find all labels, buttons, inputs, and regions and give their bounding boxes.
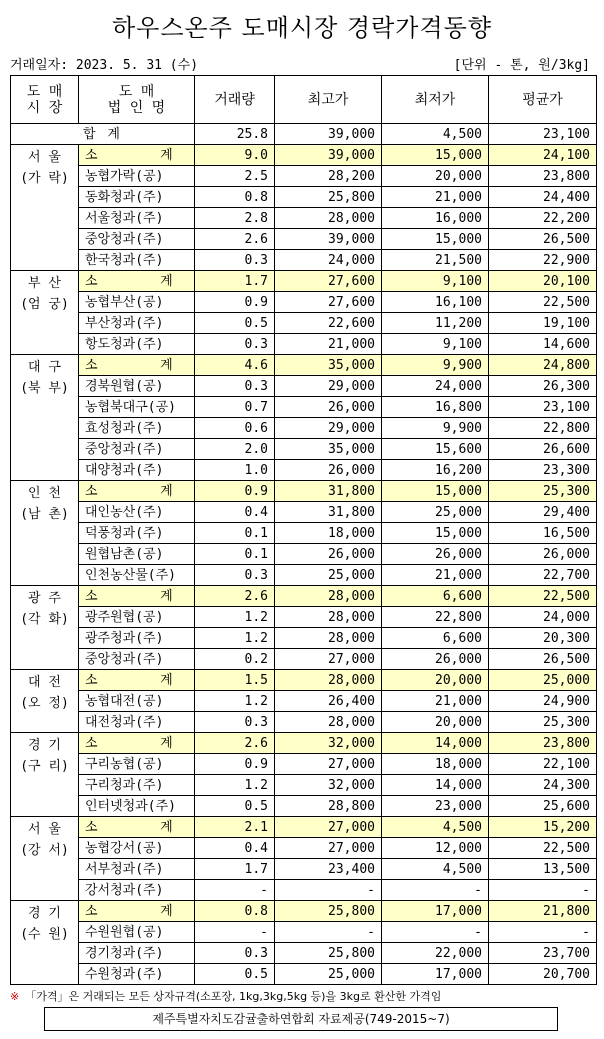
table-row — [11, 943, 597, 964]
subtotal-row — [11, 733, 597, 754]
volume-cell: 9.0 — [195, 145, 275, 166]
avg-price-cell: 22,500 — [489, 292, 597, 313]
max-price-cell: 26,000 — [275, 460, 382, 481]
corp-name: 광주원협(공) — [79, 607, 195, 628]
header-corp: 도 매 법 인 명 — [79, 76, 195, 124]
table-row — [11, 607, 597, 628]
volume-cell: 0.5 — [195, 313, 275, 334]
table-row — [11, 880, 597, 901]
corp-name: 인천농산물(주) — [79, 565, 195, 586]
max-price-cell: 28,800 — [275, 796, 382, 817]
max-price-cell: 28,000 — [275, 586, 382, 607]
source-box: 제주특별자치도감귤출하연합회 자료제공(749-2015~7) — [44, 1007, 558, 1031]
min-price-cell: 9,900 — [382, 355, 489, 376]
subtotal-row — [11, 481, 597, 502]
volume-cell: 2.1 — [195, 817, 275, 838]
min-price-cell: 26,000 — [382, 649, 489, 670]
max-price-cell: 21,000 — [275, 334, 382, 355]
min-price-cell: 20,000 — [382, 166, 489, 187]
max-price-cell: 25,000 — [275, 565, 382, 586]
subtotal-row — [11, 355, 597, 376]
corp-name: 소 계 — [79, 271, 195, 292]
volume-cell: 0.3 — [195, 712, 275, 733]
min-price-cell: 22,800 — [382, 607, 489, 628]
market-name: 대 구 — [28, 360, 61, 375]
min-price-cell: 18,000 — [382, 754, 489, 775]
volume-cell: 0.3 — [195, 334, 275, 355]
min-price-cell: 15,000 — [382, 523, 489, 544]
total-volume: 25.8 — [195, 124, 275, 145]
table-row — [11, 208, 597, 229]
volume-cell: 1.2 — [195, 607, 275, 628]
table-row — [11, 460, 597, 481]
min-price-cell: 11,200 — [382, 313, 489, 334]
min-price-cell: 6,600 — [382, 586, 489, 607]
min-price-cell: 4,500 — [382, 817, 489, 838]
avg-price-cell: 22,700 — [489, 565, 597, 586]
min-price-cell: 9,100 — [382, 334, 489, 355]
max-price-cell: 31,800 — [275, 481, 382, 502]
corp-name: 효성청과(주) — [79, 418, 195, 439]
volume-cell: 0.9 — [195, 754, 275, 775]
max-price-cell: 28,000 — [275, 208, 382, 229]
volume-cell: 0.3 — [195, 565, 275, 586]
market-location: (가 락) — [20, 171, 69, 186]
avg-price-cell: 14,600 — [489, 334, 597, 355]
max-price-cell: 27,600 — [275, 271, 382, 292]
market-name: 서 울 — [28, 822, 61, 837]
subtotal-row — [11, 901, 597, 922]
avg-price-cell: 20,700 — [489, 964, 597, 985]
subtotal-row — [11, 145, 597, 166]
market-name: 서 울 — [28, 150, 61, 165]
market-cell — [11, 670, 79, 733]
corp-name: 농협가락(공) — [79, 166, 195, 187]
market-location: (강 서) — [20, 843, 69, 858]
corp-name: 소 계 — [79, 481, 195, 502]
min-price-cell: 4,500 — [382, 859, 489, 880]
corp-name: 경북원협(공) — [79, 376, 195, 397]
market-cell — [11, 355, 79, 481]
volume-cell: 0.2 — [195, 649, 275, 670]
table-row — [11, 397, 597, 418]
volume-cell: 0.9 — [195, 481, 275, 502]
corp-name: 덕풍청과(주) — [79, 523, 195, 544]
max-price-cell: 35,000 — [275, 355, 382, 376]
volume-cell: 2.8 — [195, 208, 275, 229]
max-price-cell: 29,000 — [275, 418, 382, 439]
avg-price-cell: 22,800 — [489, 418, 597, 439]
min-price-cell: 16,000 — [382, 208, 489, 229]
volume-cell: 2.6 — [195, 733, 275, 754]
min-price-cell: 26,000 — [382, 544, 489, 565]
market-name: 광 주 — [28, 591, 61, 606]
footnote-mark: ※ — [10, 990, 20, 1003]
max-price-cell: 25,800 — [275, 187, 382, 208]
volume-cell: 1.7 — [195, 271, 275, 292]
volume-cell: 1.5 — [195, 670, 275, 691]
total-row — [11, 124, 597, 145]
avg-price-cell: 16,500 — [489, 523, 597, 544]
table-row — [11, 544, 597, 565]
corp-name: 소 계 — [79, 901, 195, 922]
min-price-cell: 20,000 — [382, 712, 489, 733]
avg-price-cell: 26,500 — [489, 649, 597, 670]
volume-cell: 0.5 — [195, 964, 275, 985]
table-row — [11, 334, 597, 355]
max-price-cell: 28,000 — [275, 628, 382, 649]
table-row — [11, 628, 597, 649]
table-row — [11, 649, 597, 670]
volume-cell: 0.3 — [195, 943, 275, 964]
avg-price-cell: 24,400 — [489, 187, 597, 208]
avg-price-cell: 22,100 — [489, 754, 597, 775]
total-label: 합 계 — [11, 124, 195, 145]
market-location: (오 정) — [20, 696, 69, 711]
corp-name: 소 계 — [79, 145, 195, 166]
avg-price-cell: 23,800 — [489, 166, 597, 187]
table-row — [11, 838, 597, 859]
avg-price-cell: 23,800 — [489, 733, 597, 754]
market-location: (엄 궁) — [20, 297, 69, 312]
market-location: (남 촌) — [20, 507, 69, 522]
price-table — [10, 75, 597, 985]
volume-cell: 0.9 — [195, 292, 275, 313]
table-row — [11, 418, 597, 439]
max-price-cell: 22,600 — [275, 313, 382, 334]
max-price-cell: - — [275, 922, 382, 943]
corp-name: 소 계 — [79, 817, 195, 838]
table-row — [11, 313, 597, 334]
avg-price-cell: 25,000 — [489, 670, 597, 691]
volume-cell: 2.0 — [195, 439, 275, 460]
avg-price-cell: 26,600 — [489, 439, 597, 460]
market-cell — [11, 817, 79, 901]
table-row — [11, 250, 597, 271]
table-row — [11, 922, 597, 943]
min-price-cell: 15,600 — [382, 439, 489, 460]
corp-name: 서울청과(주) — [79, 208, 195, 229]
min-price-cell: 22,000 — [382, 943, 489, 964]
header-min: 최저가 — [382, 76, 489, 124]
corp-name: 광주청과(주) — [79, 628, 195, 649]
avg-price-cell: 24,800 — [489, 355, 597, 376]
min-price-cell: - — [382, 922, 489, 943]
volume-cell: 0.3 — [195, 250, 275, 271]
corp-name: 강서청과(주) — [79, 880, 195, 901]
volume-cell: 4.6 — [195, 355, 275, 376]
table-row — [11, 292, 597, 313]
volume-cell: 0.4 — [195, 838, 275, 859]
market-location: (수 원) — [20, 927, 69, 942]
volume-cell: 0.7 — [195, 397, 275, 418]
min-price-cell: 25,000 — [382, 502, 489, 523]
max-price-cell: 29,000 — [275, 376, 382, 397]
market-name: 부 산 — [28, 276, 61, 291]
market-cell — [11, 901, 79, 985]
corp-name: 수원청과(주) — [79, 964, 195, 985]
min-price-cell: 15,000 — [382, 229, 489, 250]
max-price-cell: 18,000 — [275, 523, 382, 544]
volume-cell: 0.1 — [195, 523, 275, 544]
corp-name: 서부청과(주) — [79, 859, 195, 880]
header-market: 도 매 시 장 — [11, 76, 79, 124]
corp-name: 농협대전(공) — [79, 691, 195, 712]
min-price-cell: - — [382, 880, 489, 901]
volume-cell: 1.2 — [195, 628, 275, 649]
min-price-cell: 16,100 — [382, 292, 489, 313]
max-price-cell: 26,000 — [275, 544, 382, 565]
avg-price-cell: 22,900 — [489, 250, 597, 271]
avg-price-cell: 29,400 — [489, 502, 597, 523]
volume-cell: 1.2 — [195, 775, 275, 796]
table-row — [11, 376, 597, 397]
volume-cell: 0.5 — [195, 796, 275, 817]
max-price-cell: 27,000 — [275, 649, 382, 670]
corp-name: 한국청과(주) — [79, 250, 195, 271]
corp-name: 구리청과(주) — [79, 775, 195, 796]
avg-price-cell: 22,200 — [489, 208, 597, 229]
total-min: 4,500 — [382, 124, 489, 145]
avg-price-cell: 13,500 — [489, 859, 597, 880]
market-cell — [11, 481, 79, 586]
market-name: 인 천 — [28, 486, 61, 501]
max-price-cell: 25,800 — [275, 943, 382, 964]
min-price-cell: 6,600 — [382, 628, 489, 649]
table-row — [11, 229, 597, 250]
market-cell — [11, 271, 79, 355]
min-price-cell: 14,000 — [382, 775, 489, 796]
unit-label: [단위 - 톤, 원/3kg] — [453, 58, 590, 73]
max-price-cell: 25,800 — [275, 901, 382, 922]
corp-name: 원협남촌(공) — [79, 544, 195, 565]
market-cell — [11, 145, 79, 271]
min-price-cell: 17,000 — [382, 901, 489, 922]
min-price-cell: 14,000 — [382, 733, 489, 754]
table-row — [11, 691, 597, 712]
avg-price-cell: 24,000 — [489, 607, 597, 628]
avg-price-cell: 21,800 — [489, 901, 597, 922]
min-price-cell: 20,000 — [382, 670, 489, 691]
volume-cell: 1.2 — [195, 691, 275, 712]
corp-name: 대전청과(주) — [79, 712, 195, 733]
corp-name: 소 계 — [79, 586, 195, 607]
min-price-cell: 21,000 — [382, 691, 489, 712]
avg-price-cell: 19,100 — [489, 313, 597, 334]
corp-name: 수원원협(공) — [79, 922, 195, 943]
market-location: (구 리) — [20, 759, 69, 774]
max-price-cell: 27,000 — [275, 754, 382, 775]
max-price-cell: 27,600 — [275, 292, 382, 313]
avg-price-cell: 25,300 — [489, 481, 597, 502]
volume-cell: 1.7 — [195, 859, 275, 880]
corp-name: 농협강서(공) — [79, 838, 195, 859]
table-row — [11, 565, 597, 586]
max-price-cell: - — [275, 880, 382, 901]
corp-name: 농협부산(공) — [79, 292, 195, 313]
min-price-cell: 16,200 — [382, 460, 489, 481]
max-price-cell: 39,000 — [275, 229, 382, 250]
avg-price-cell: 26,000 — [489, 544, 597, 565]
max-price-cell: 35,000 — [275, 439, 382, 460]
min-price-cell: 12,000 — [382, 838, 489, 859]
corp-name: 구리농협(공) — [79, 754, 195, 775]
corp-name: 경기청과(주) — [79, 943, 195, 964]
max-price-cell: 28,000 — [275, 607, 382, 628]
market-location: (북 부) — [20, 381, 69, 396]
avg-price-cell: 24,900 — [489, 691, 597, 712]
corp-name: 부산청과(주) — [79, 313, 195, 334]
page-title: 하우스온주 도매시장 경락가격동향 — [111, 14, 493, 42]
volume-cell: 2.6 — [195, 229, 275, 250]
avg-price-cell: - — [489, 922, 597, 943]
subtotal-row — [11, 271, 597, 292]
corp-name: 동화청과(주) — [79, 187, 195, 208]
avg-price-cell: 25,300 — [489, 712, 597, 733]
max-price-cell: 26,000 — [275, 397, 382, 418]
header-avg: 평균가 — [489, 76, 597, 124]
max-price-cell: 27,000 — [275, 838, 382, 859]
avg-price-cell: 23,700 — [489, 943, 597, 964]
avg-price-cell: 26,500 — [489, 229, 597, 250]
volume-cell: 2.6 — [195, 586, 275, 607]
max-price-cell: 23,400 — [275, 859, 382, 880]
table-row — [11, 502, 597, 523]
max-price-cell: 27,000 — [275, 817, 382, 838]
subtotal-row — [11, 670, 597, 691]
max-price-cell: 28,000 — [275, 670, 382, 691]
total-max: 39,000 — [275, 124, 382, 145]
table-row — [11, 187, 597, 208]
avg-price-cell: 24,100 — [489, 145, 597, 166]
table-row — [11, 523, 597, 544]
avg-price-cell: 20,300 — [489, 628, 597, 649]
total-avg: 23,100 — [489, 124, 597, 145]
min-price-cell: 9,900 — [382, 418, 489, 439]
market-name: 대 전 — [28, 675, 61, 690]
volume-cell: 0.8 — [195, 187, 275, 208]
corp-name: 항도청과(주) — [79, 334, 195, 355]
avg-price-cell: 20,100 — [489, 271, 597, 292]
volume-cell: 2.5 — [195, 166, 275, 187]
max-price-cell: 24,000 — [275, 250, 382, 271]
min-price-cell: 24,000 — [382, 376, 489, 397]
min-price-cell: 21,000 — [382, 565, 489, 586]
max-price-cell: 25,000 — [275, 964, 382, 985]
avg-price-cell: 23,100 — [489, 397, 597, 418]
market-name: 경 기 — [28, 906, 61, 921]
max-price-cell: 32,000 — [275, 733, 382, 754]
volume-cell: - — [195, 880, 275, 901]
table-row — [11, 796, 597, 817]
table-row — [11, 964, 597, 985]
volume-cell: 0.1 — [195, 544, 275, 565]
subtotal-row — [11, 586, 597, 607]
subtotal-row — [11, 817, 597, 838]
table-row — [11, 754, 597, 775]
min-price-cell: 15,000 — [382, 481, 489, 502]
avg-price-cell: 24,300 — [489, 775, 597, 796]
corp-name: 소 계 — [79, 355, 195, 376]
header-volume: 거래량 — [195, 76, 275, 124]
trade-date: 거래일자: 2023. 5. 31 (수) — [10, 58, 199, 73]
min-price-cell: 16,800 — [382, 397, 489, 418]
min-price-cell: 17,000 — [382, 964, 489, 985]
avg-price-cell: 22,500 — [489, 838, 597, 859]
corp-name: 중앙청과(주) — [79, 649, 195, 670]
min-price-cell: 21,000 — [382, 187, 489, 208]
avg-price-cell: 25,600 — [489, 796, 597, 817]
table-header — [11, 76, 597, 124]
table-row — [11, 166, 597, 187]
header-max: 최고가 — [275, 76, 382, 124]
market-name: 경 기 — [28, 738, 61, 753]
volume-cell: 1.0 — [195, 460, 275, 481]
volume-cell: 0.6 — [195, 418, 275, 439]
volume-cell: 0.4 — [195, 502, 275, 523]
volume-cell: 0.3 — [195, 376, 275, 397]
corp-name: 소 계 — [79, 733, 195, 754]
market-cell — [11, 586, 79, 670]
corp-name: 중앙청과(주) — [79, 439, 195, 460]
min-price-cell: 15,000 — [382, 145, 489, 166]
footnote-text: 「가격」은 거래되는 모든 상자규격(소포장, 1kg,3kg,5kg 등)을 3kg로 환산한 가격임 — [25, 990, 442, 1003]
volume-cell: - — [195, 922, 275, 943]
max-price-cell: 32,000 — [275, 775, 382, 796]
min-price-cell: 21,500 — [382, 250, 489, 271]
max-price-cell: 28,000 — [275, 712, 382, 733]
corp-name: 소 계 — [79, 670, 195, 691]
corp-name: 대인농산(주) — [79, 502, 195, 523]
avg-price-cell: - — [489, 880, 597, 901]
table-row — [11, 775, 597, 796]
footnote — [10, 988, 441, 1004]
volume-cell: 0.8 — [195, 901, 275, 922]
corp-name: 농협북대구(공) — [79, 397, 195, 418]
table-row — [11, 712, 597, 733]
avg-price-cell: 22,500 — [489, 586, 597, 607]
max-price-cell: 26,400 — [275, 691, 382, 712]
corp-name: 대양청과(주) — [79, 460, 195, 481]
max-price-cell: 28,200 — [275, 166, 382, 187]
min-price-cell: 9,100 — [382, 271, 489, 292]
avg-price-cell: 23,300 — [489, 460, 597, 481]
table-row — [11, 859, 597, 880]
max-price-cell: 39,000 — [275, 145, 382, 166]
avg-price-cell: 26,300 — [489, 376, 597, 397]
market-location: (각 화) — [20, 612, 69, 627]
market-cell — [11, 733, 79, 817]
min-price-cell: 23,000 — [382, 796, 489, 817]
table-row — [11, 439, 597, 460]
max-price-cell: 31,800 — [275, 502, 382, 523]
avg-price-cell: 15,200 — [489, 817, 597, 838]
corp-name: 중앙청과(주) — [79, 229, 195, 250]
corp-name: 인터넷청과(주) — [79, 796, 195, 817]
